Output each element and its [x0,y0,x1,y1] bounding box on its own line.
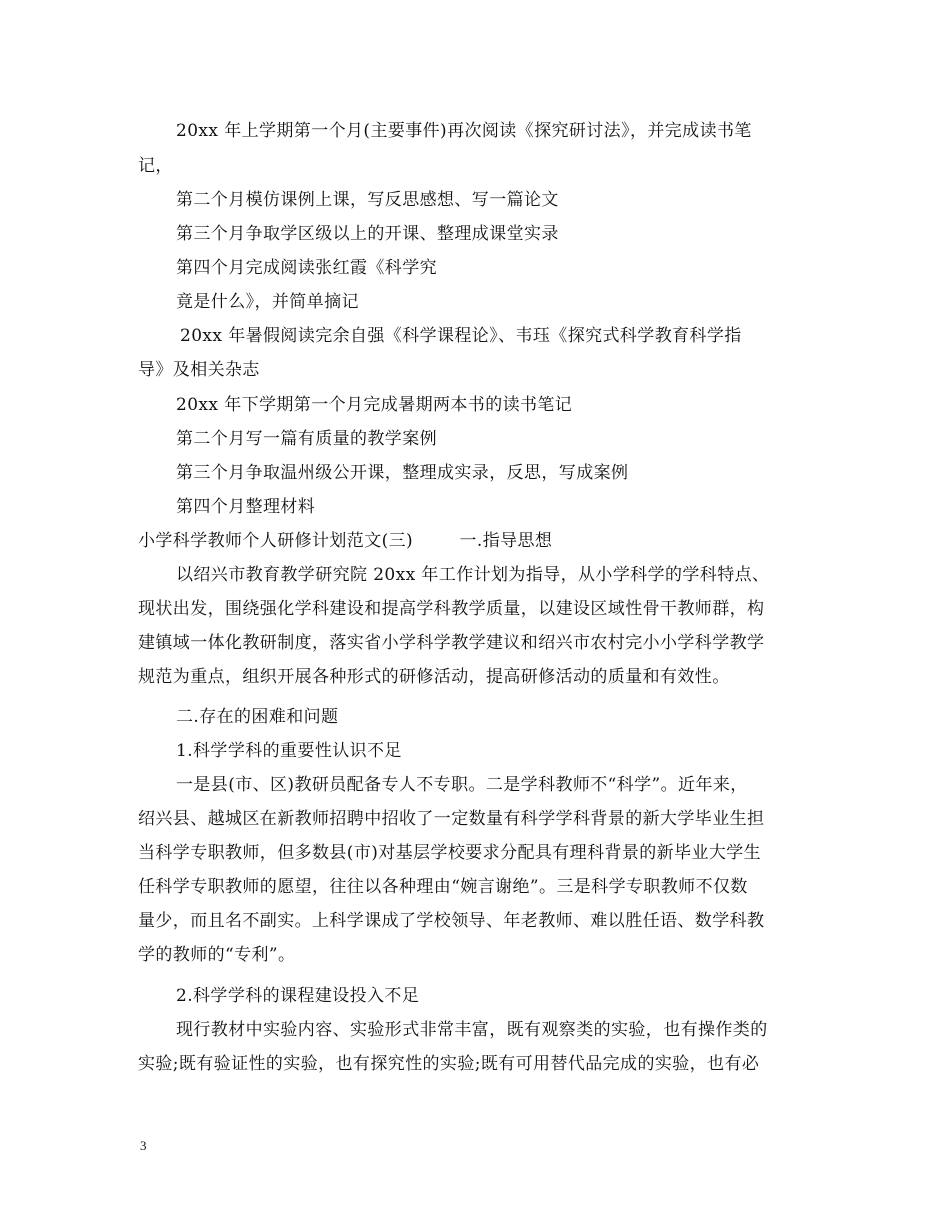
subsection-heading: 1.科学学科的重要性认识不足 [176,741,402,761]
text-line: 第二个月写一篇有质量的教学案例 [176,429,437,449]
text-line: 第二个月模仿课例上课，写反思感想、写一篇论文 [176,190,559,210]
text-line: 学的教师的“专利”。 [138,945,296,965]
section-heading: 二.存在的困难和问题 [176,707,339,727]
text-line: 20xx 年上学期第一个月(主要事件)再次阅读《探究研讨法》，并完成读书笔 [176,121,752,141]
text-line: 量少，而且名不副实。上科学课成了学校领导、年老教师、难以胜任语、数学科教 [138,911,765,931]
text-line: 实验;既有验证性的实验，也有探究性的实验;既有可用替代品完成的实验，也有必 [138,1054,760,1074]
text-line: 以绍兴市教育教学研究院 20xx 年工作计划为指导，从小学科学的学科特点、 [176,565,770,585]
text-line: 记， [138,156,173,176]
text-line: 当科学专职教师，但多数县(市)对基层学校要求分配具有理科背景的新毕业大学生 [138,843,762,863]
text-line: 第三个月争取温州级公开课，整理成实录，反思，写成案例 [176,463,629,483]
text-line: 第四个月整理材料 [176,497,316,517]
text-line: 规范为重点，组织开展各种形式的研修活动，提高研修活动的质量和有效性。 [138,667,730,687]
text-line: 建镇域一体化教研制度，落实省小学科学教学建议和绍兴市农村完小小学科学教学 [138,633,765,653]
text-line: 第四个月完成阅读张红霞《科学究 [176,258,437,278]
text-line: 任科学专职教师的愿望，往往以各种理由“婉言谢绝”。三是科学专职教师不仅数 [138,877,748,897]
text-line: 导》及相关杂志 [138,360,260,380]
text-line: 20xx 年下学期第一个月完成暑期两本书的读书笔记 [176,395,573,415]
text-line: 绍兴县、越城区在新教师招聘中招收了一定数量有科学学科背景的新大学毕业生担 [138,809,765,829]
text-line: 现行教材中实验内容、实验形式非常丰富，既有观察类的实验，也有操作类的 [176,1020,768,1040]
text-line: 现状出发，围绕强化学科建设和提高学科教学质量，以建设区域性骨干教师群，构 [138,599,765,619]
page-number: 3 [140,1138,147,1153]
text-line: 第三个月争取学区级以上的开课、整理成课堂实录 [176,224,559,244]
text-line: 一是县(市、区)教研员配备专人不专职。二是学科教师不“科学”。近年来， [176,775,748,795]
text-line: 20xx 年暑假阅读完余自强《科学课程论》、韦珏《探究式科学教育科学指 [180,326,742,346]
text-line: 竟是什么》，并简单摘记 [176,292,359,312]
subsection-heading: 2.科学学科的课程建设投入不足 [176,986,420,1006]
section-heading: 小学科学教师个人研修计划范文(三) 一.指导思想 [138,531,553,551]
